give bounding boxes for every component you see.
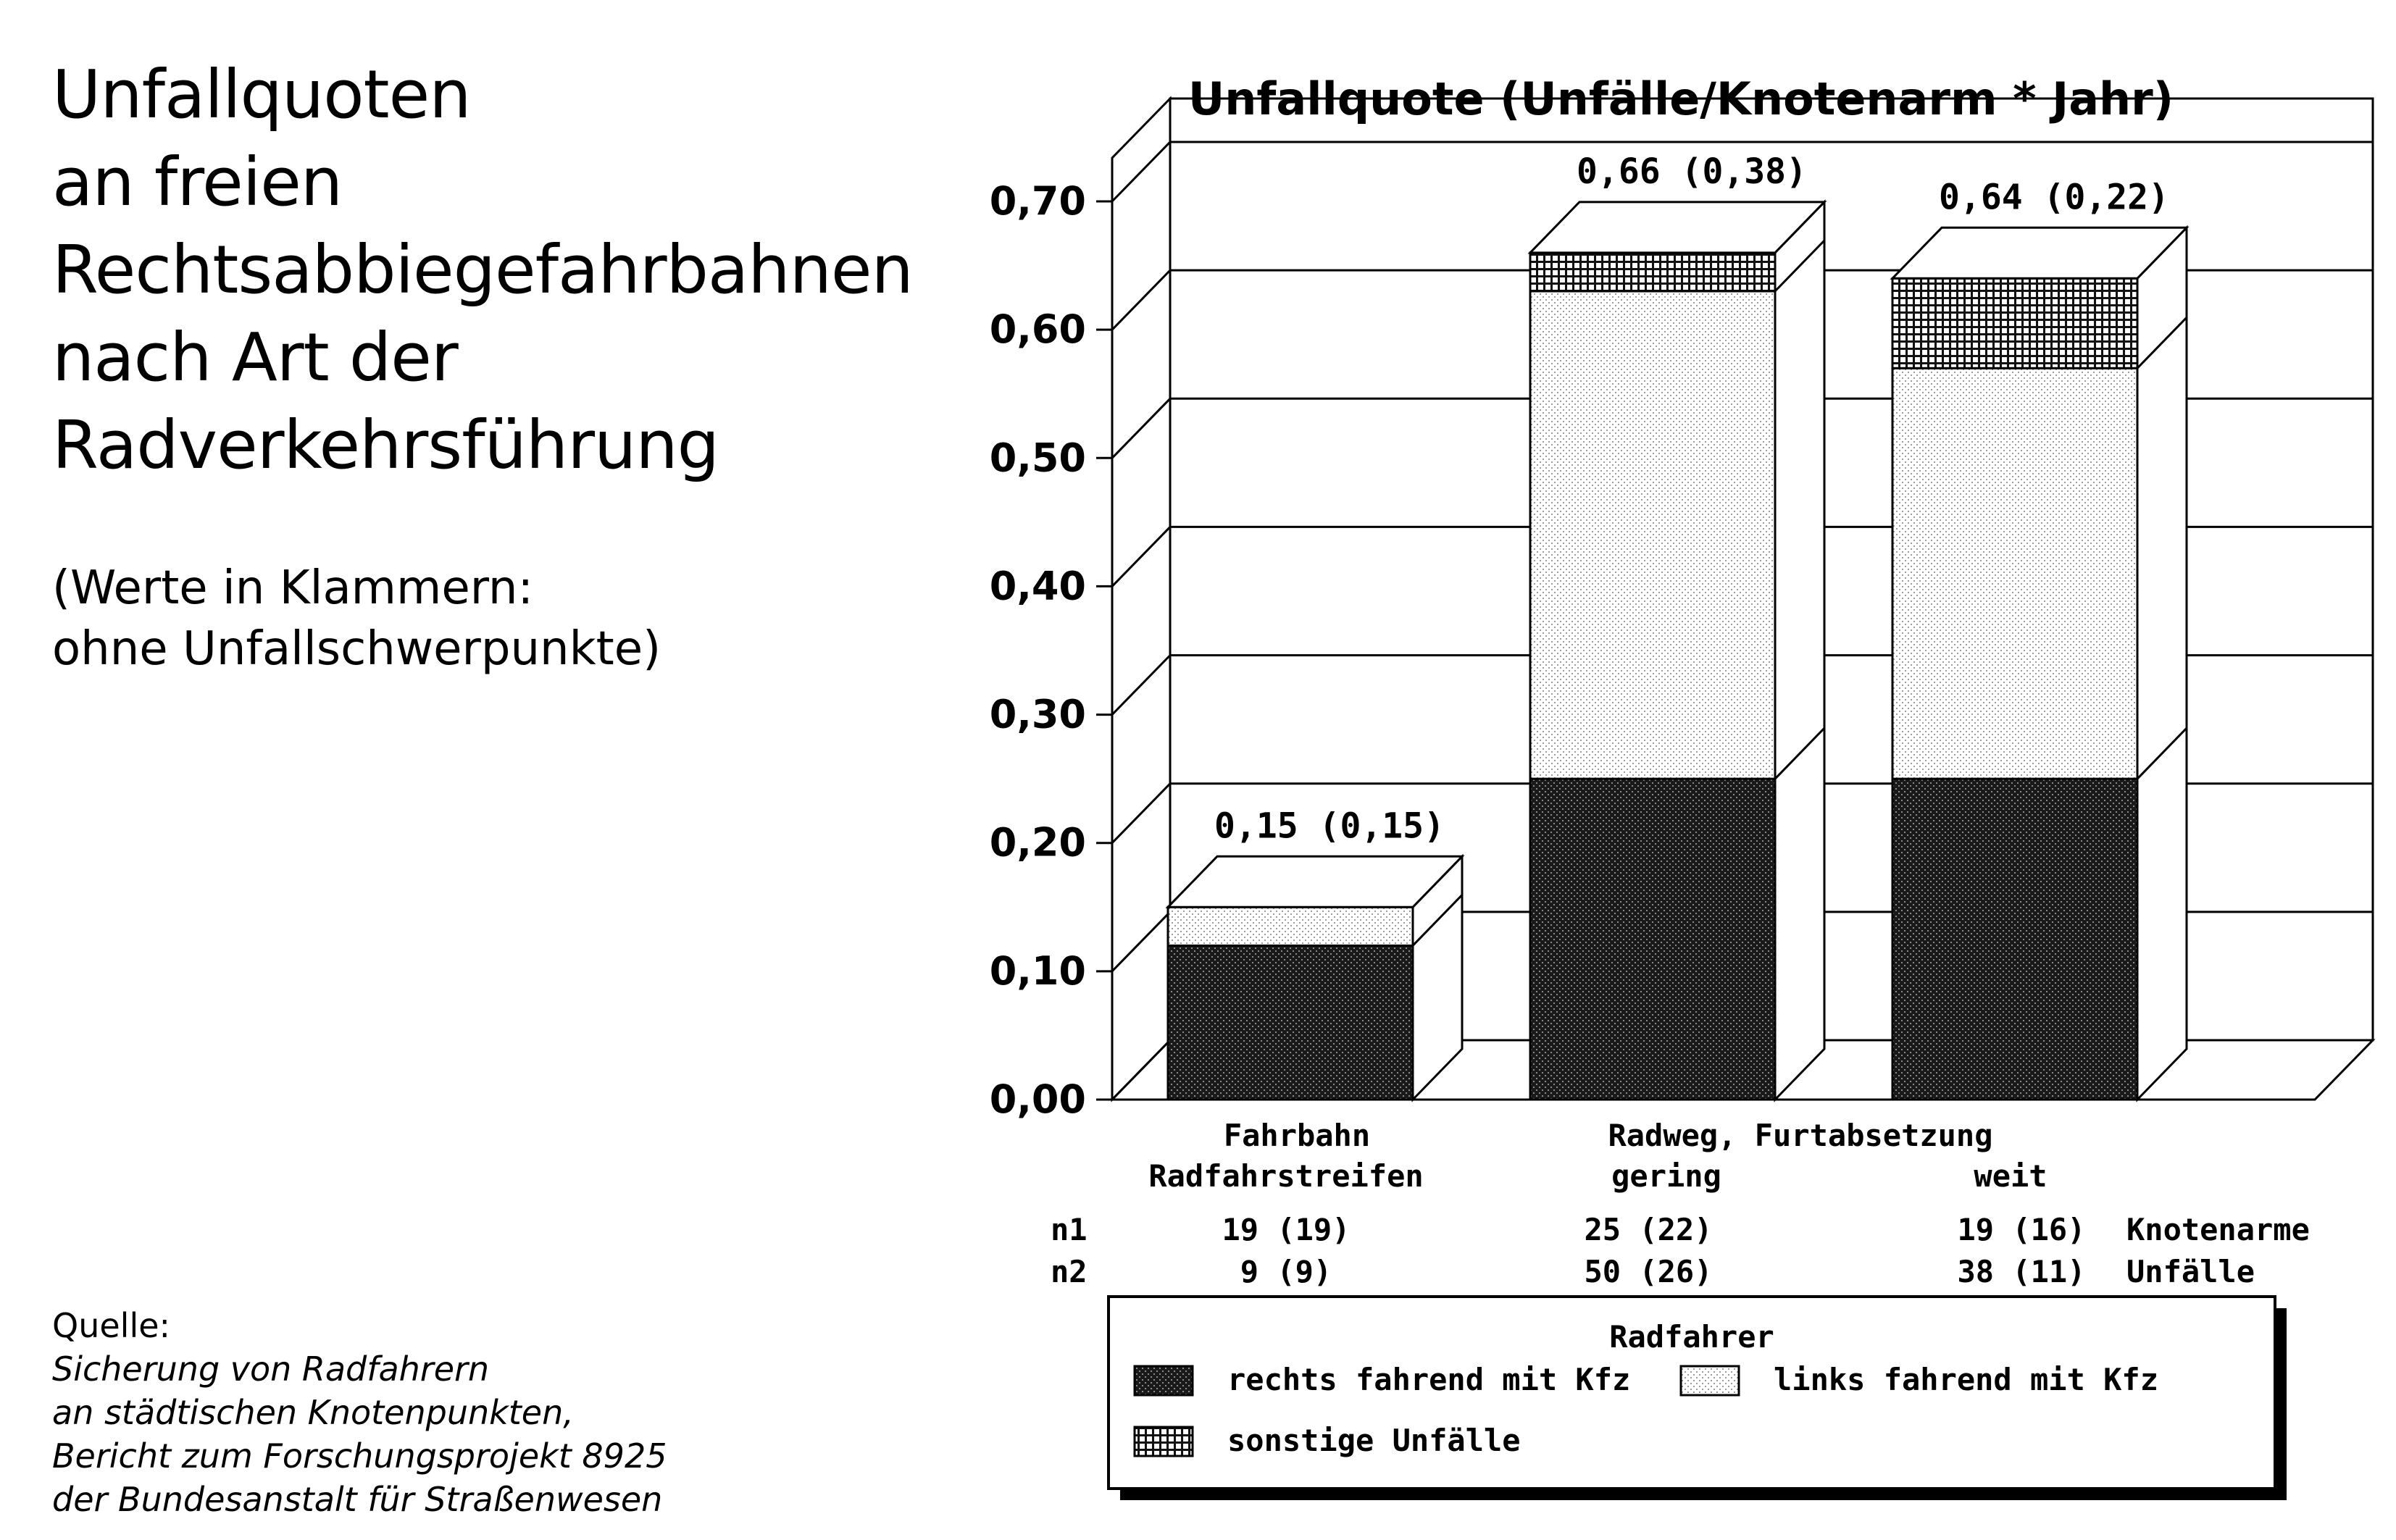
count-value: 38 (11) [1957,1254,2086,1289]
heading-line: Rechtsabbiegefahrbahnen [52,231,913,309]
legend-swatch [1135,1427,1193,1456]
source-line: Sicherung von Radfahrern [52,1349,490,1389]
y-tick-label: 0,50 [989,435,1086,481]
source-line: an städtischen Knotenpunkten, [52,1393,574,1432]
chart-title: Unfallquote (Unfälle/Knotenarm * Jahr) [1187,72,2174,125]
note-line: (Werte in Klammern: [52,561,534,615]
heading-line: nach Art der [52,319,458,396]
legend-title: Radfahrer [1609,1319,1774,1355]
bar-segment [1892,368,2137,779]
bar-top-face [1168,856,1462,907]
chart-side-wall [1112,99,1170,1100]
legend-swatch [1135,1366,1193,1395]
legend-item-label: sonstige Unfälle [1227,1423,1521,1458]
source-line: der Bundesanstalt für Straßenwesen [52,1480,663,1519]
heading-line: Radverkehrsführung [52,406,719,484]
bar-segment [1530,291,1775,779]
category-group-label: Fahrbahn [1223,1118,1371,1153]
count-value: 50 (26) [1584,1254,1713,1289]
bar-top-face [1892,227,2187,278]
count-row-label: n1 [1051,1212,1088,1247]
legend-swatch [1681,1366,1739,1395]
count-value: 19 (16) [1957,1212,2086,1247]
bar-segment [1892,779,2137,1100]
y-tick-label: 0,20 [989,819,1086,866]
y-tick-label: 0,00 [989,1076,1086,1122]
count-value: 19 (19) [1222,1212,1351,1247]
bar-value-label: 0,64 (0,22) [1939,177,2169,218]
category-group-label: Radweg, Furtabsetzung [1608,1118,1993,1153]
bar-side-face [2137,227,2187,1100]
bar-segment [1530,253,1775,291]
legend-item-label: links fahrend mit Kfz [1774,1362,2159,1397]
count-row-label: n2 [1051,1254,1088,1289]
heading-line: an freien [52,143,343,221]
bar-top-face [1530,202,1824,253]
legend-item-label: rechts fahrend mit Kfz [1227,1362,1631,1397]
bar-segment [1168,945,1413,1100]
count-caption: Knotenarme [2126,1212,2310,1247]
bar-value-label: 0,66 (0,38) [1577,151,1807,192]
y-tick-label: 0,60 [989,306,1086,353]
count-value: 9 (9) [1240,1254,1332,1289]
count-caption: Unfälle [2126,1254,2255,1289]
note-line: ohne Unfallschwerpunkte) [52,622,661,676]
heading-line: Unfallquoten [52,56,471,133]
y-tick-label: 0,30 [989,691,1086,737]
category-label: Radfahrstreifen [1148,1158,1424,1194]
category-label: gering [1611,1158,1721,1194]
category-label: weit [1974,1158,2048,1194]
count-value: 25 (22) [1584,1212,1713,1247]
y-tick-label: 0,40 [989,563,1086,609]
bar-side-face [1775,202,1824,1100]
bar-value-label: 0,15 (0,15) [1214,805,1445,847]
bar-segment [1892,278,2137,368]
bar-segment [1168,907,1413,945]
y-tick-label: 0,10 [989,947,1086,994]
source-line: Bericht zum Forschungsprojekt 8925 [52,1436,667,1476]
bar-segment [1530,779,1775,1100]
y-tick-label: 0,70 [989,178,1086,224]
source-label: Quelle: [52,1306,171,1345]
